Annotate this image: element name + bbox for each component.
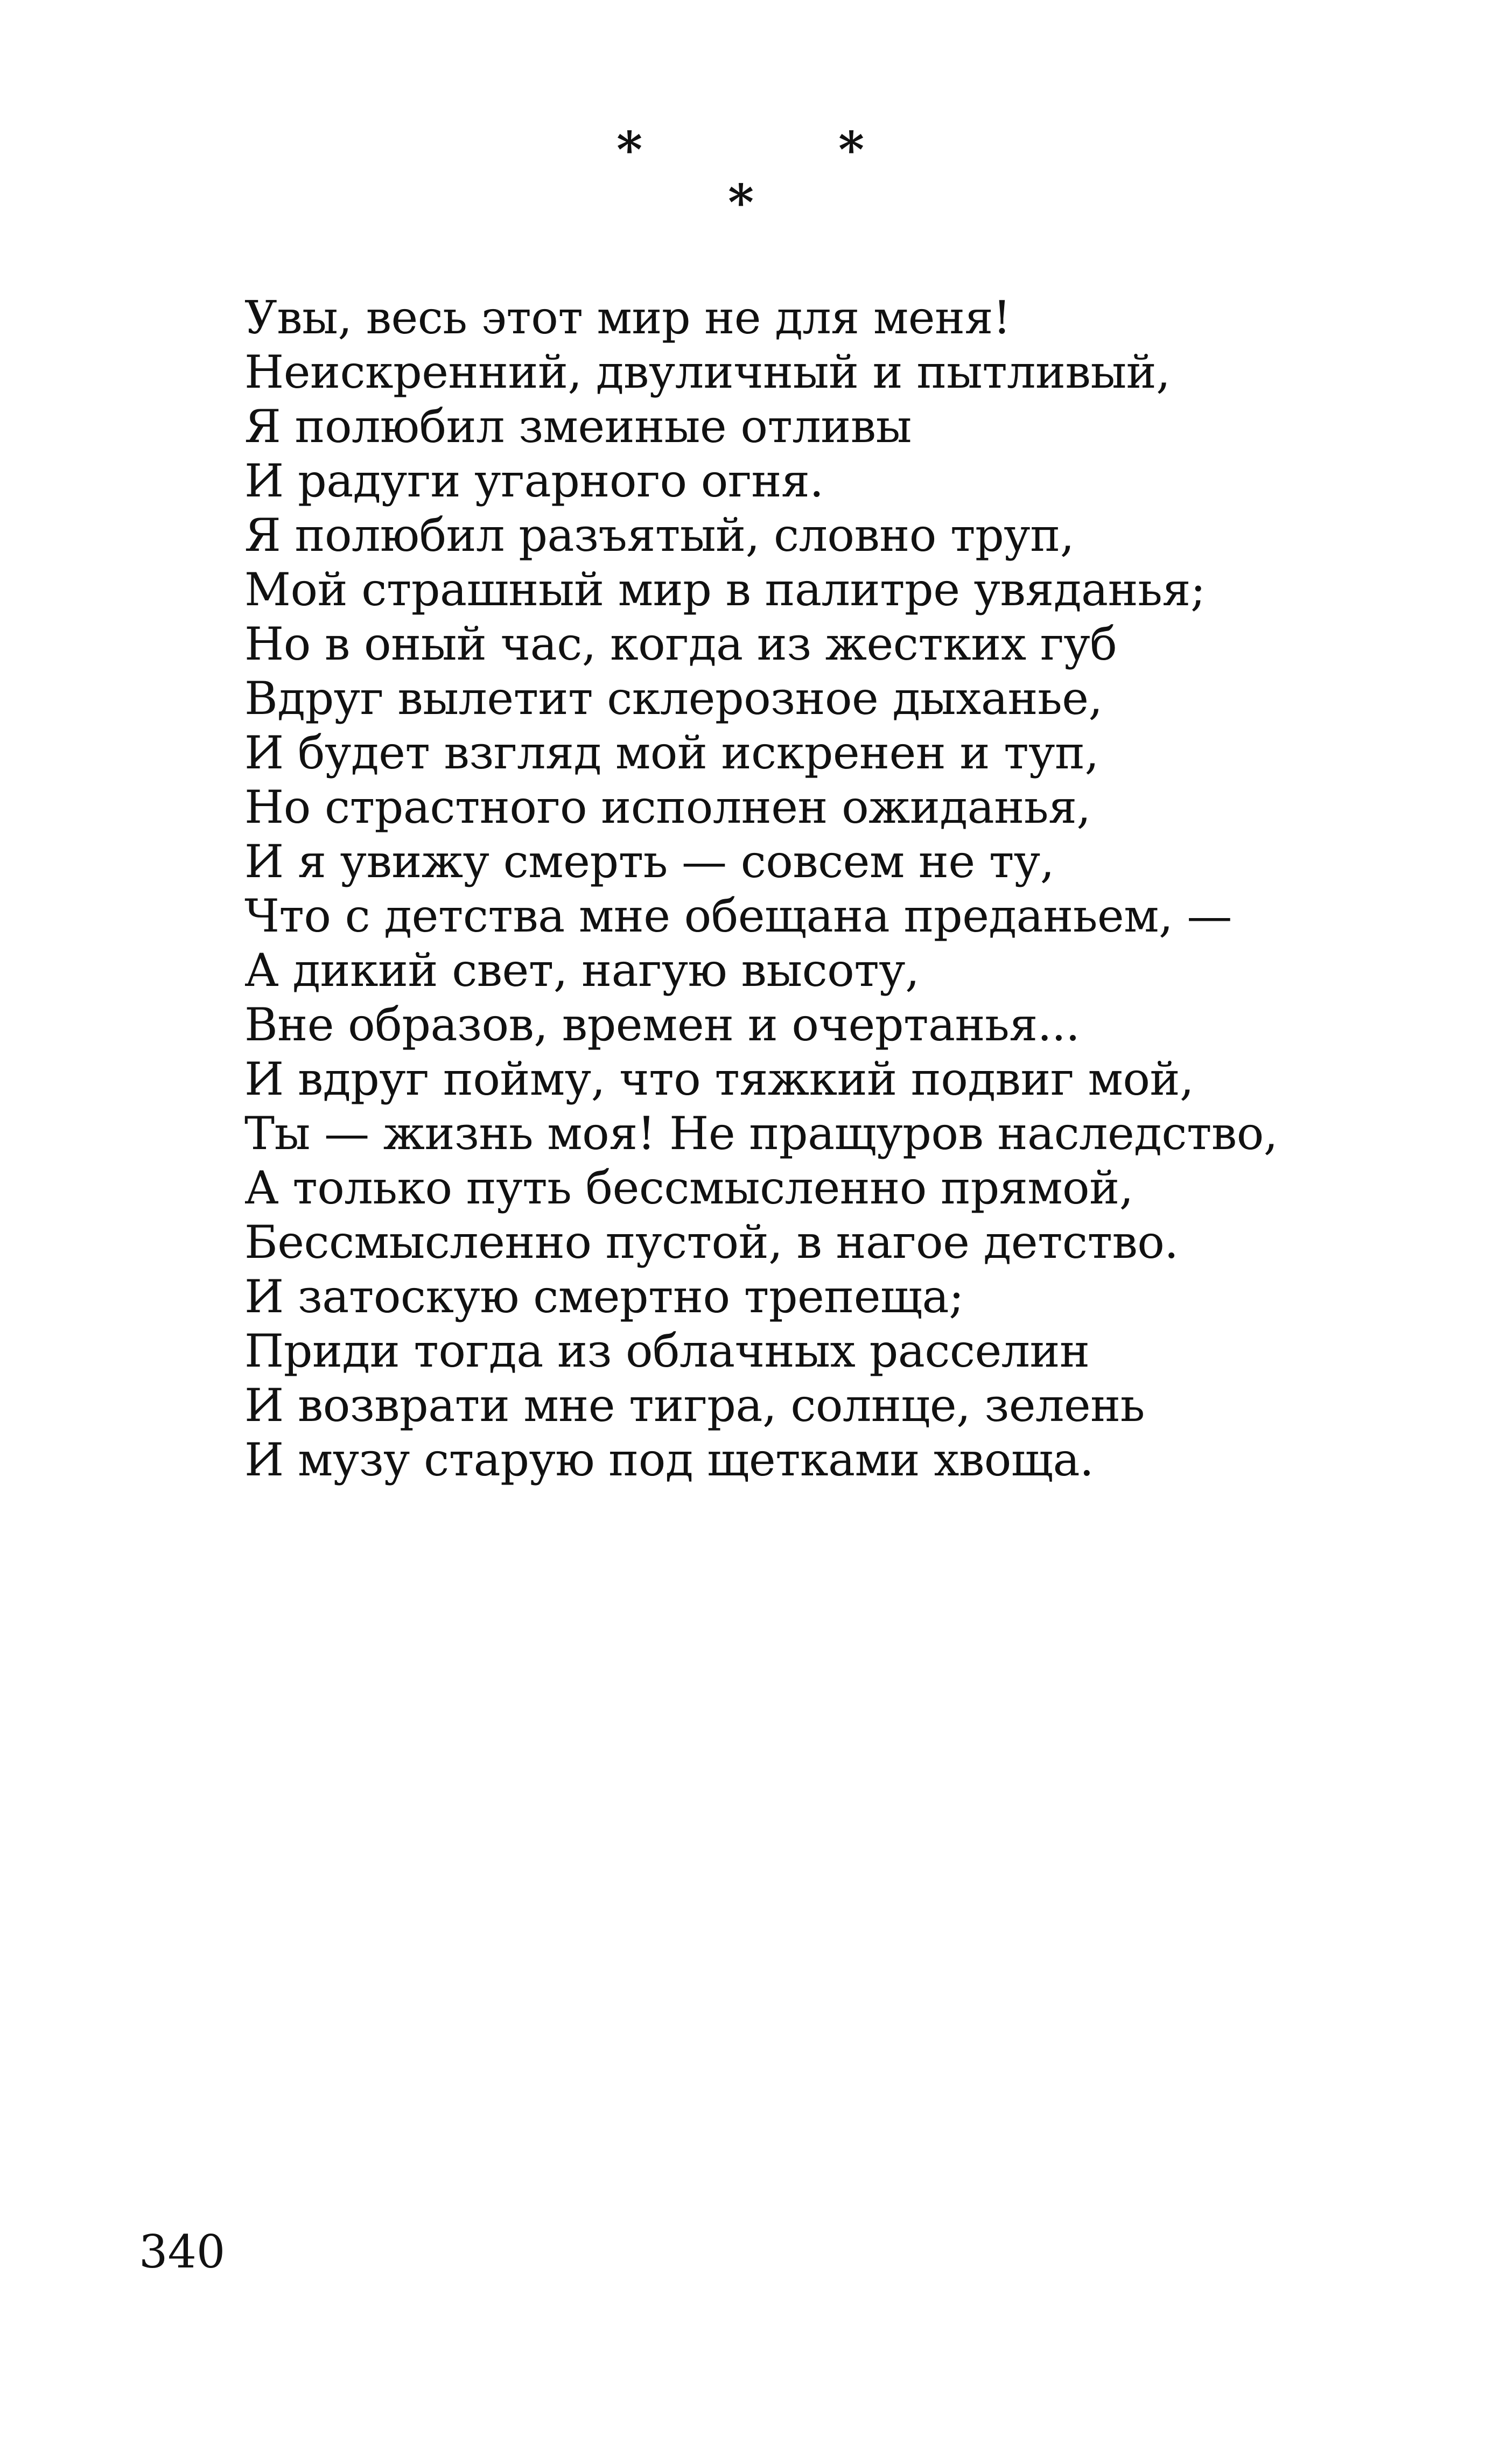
poem-line: Приди тогда из облачных расселин [244,1325,1090,1377]
poem-line: Вдруг вылетит склерозное дыханье, [244,672,1103,725]
poem-line: Вне образов, времен и очертанья... [244,998,1080,1051]
poem-line: А дикий свет, нагую высоту, [244,944,920,997]
poem-line: Я полюбил змеиные отливы [244,400,912,453]
poem-line: Неискренний, двуличный и пытливый, [244,346,1171,398]
poem-line: Бессмысленно пустой, в нагое детство. [244,1216,1179,1269]
poem-line: И будет взгляд мой искренен и туп, [244,726,1099,779]
poem-line: Что с детства мне обещана преданьем, — [244,890,1232,942]
page-number: 340 [139,2225,226,2278]
asterism-star-left: * [617,121,643,179]
poem-line: Но в оный час, когда из жестких губ [244,618,1117,670]
poem-line: Я полюбил разъятый, словно труп, [244,509,1074,562]
asterism-star-right: * [838,121,865,179]
poem-line: И затоскую смертно трепеща; [244,1270,964,1323]
poem-line: И музу старую под щетками хвоща. [244,1433,1094,1486]
poem-line: И возврати мне тигра, солнце, зелень [244,1379,1145,1432]
poem-line: И я увижу смерть — совсем не ту, [244,835,1054,888]
asterism-star-bottom: * [728,173,754,232]
poem-text [244,291,1429,1487]
poem-line: И радуги угарного огня. [244,454,824,507]
poem-line: А только путь бессмысленно прямой, [244,1161,1133,1214]
asterism-ornament [0,0,1499,237]
poem-line: Но страстного исполнен ожиданья, [244,781,1091,834]
poem-line: И вдруг пойму, что тяжкий подвиг мой, [244,1053,1194,1105]
poem-line: Ты — жизнь моя! Не пращуров наследство, [244,1107,1278,1160]
poem-line: Увы, весь этот мир не для меня! [244,291,1011,344]
poem-line: Мой страшный мир в палитре увяданья; [244,563,1206,616]
